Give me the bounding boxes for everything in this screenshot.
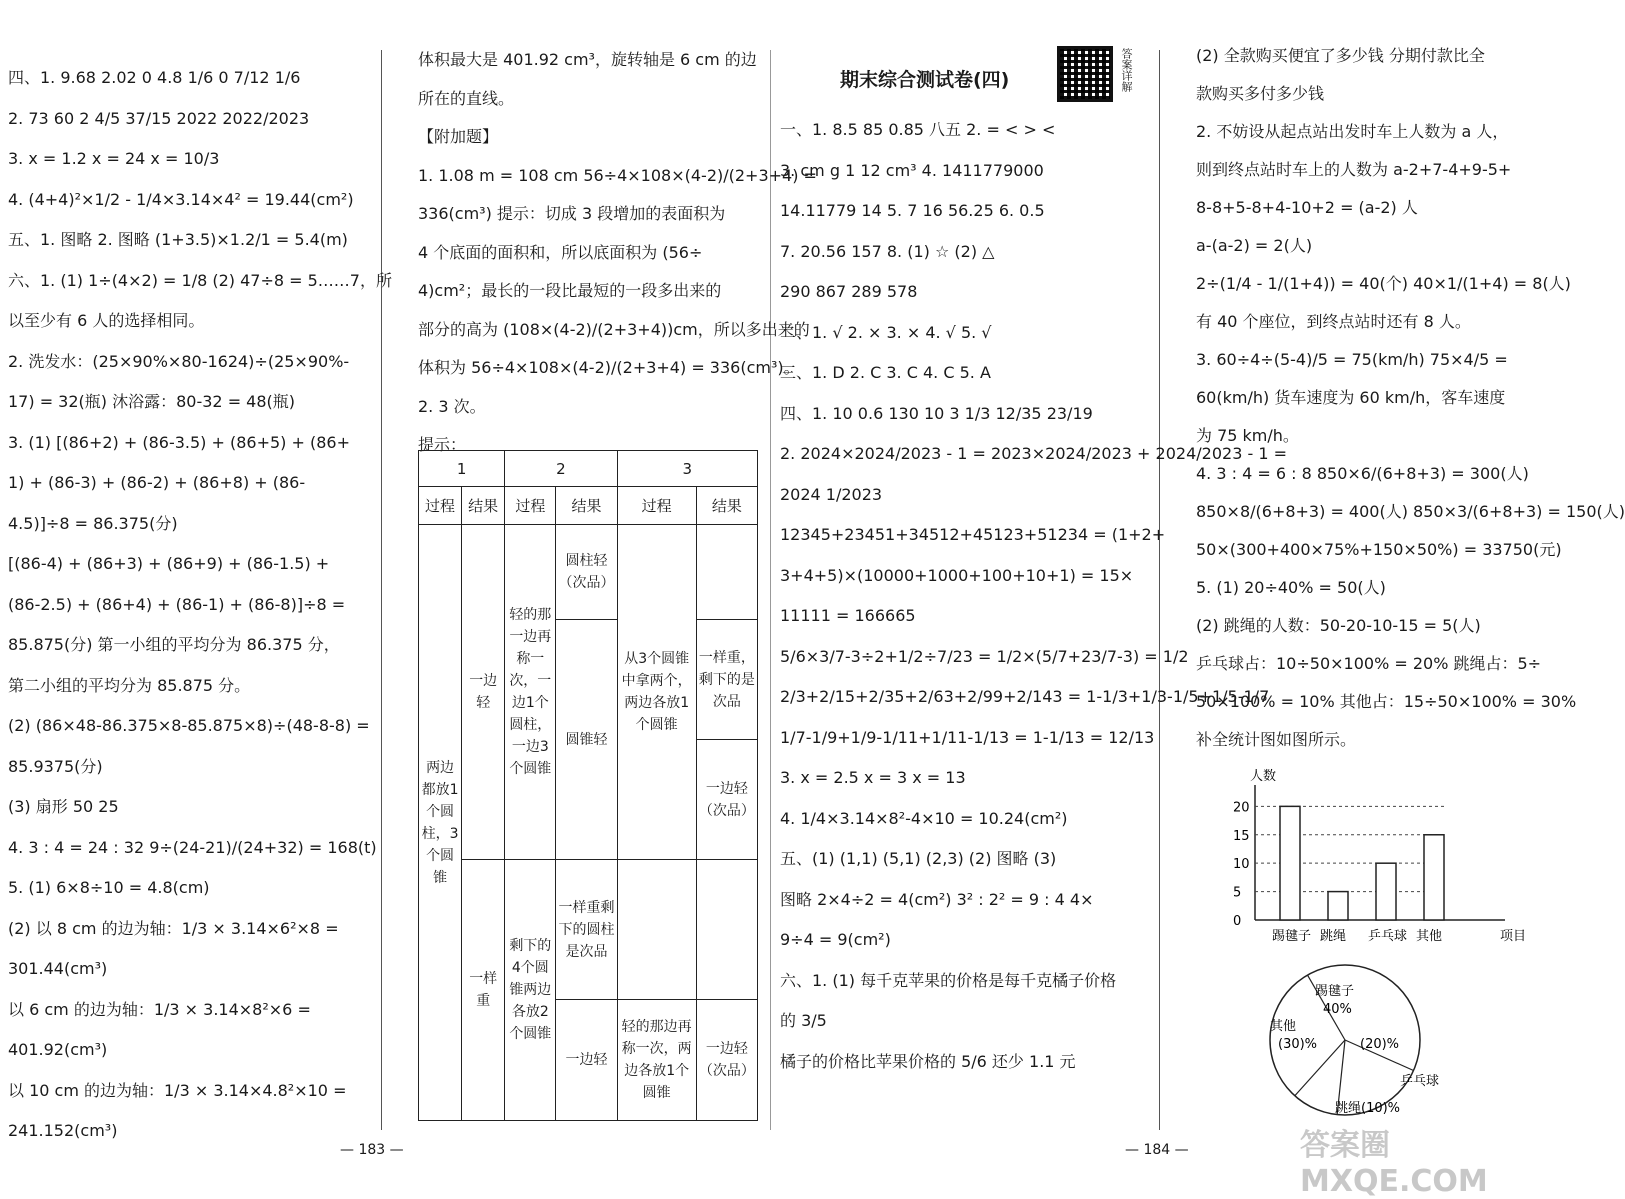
- table-subhead: 过程: [419, 487, 462, 525]
- answer-line: 体积为 56÷4×108×(4-2)/(2+3+4) = 336(cm³)。: [418, 358, 800, 377]
- answer-line: 第二小组的平均分为 85.875 分。: [8, 675, 251, 695]
- x-axis-label: 项目: [1500, 929, 1527, 944]
- table-cell: 圆柱轻（次品）: [558, 553, 615, 591]
- answer-line: 三、1. D 2. C 3. C 4. C 5. A: [780, 363, 991, 382]
- answer-line: (2) 以 8 cm 的边为轴：1/3 × 3.14×6²×8 =: [8, 918, 339, 938]
- bar: [1376, 863, 1396, 920]
- table-cell: 从3个圆锥中拿两个，两边各放1个圆锥: [621, 651, 692, 733]
- answer-line: 14.11779 14 5. 7 16 56.25 6. 0.5: [780, 201, 1045, 220]
- answer-line: 款购买多付多少钱: [1196, 84, 1325, 103]
- answer-line: 85.9375(分): [8, 756, 103, 776]
- table-head-2: 2: [505, 451, 617, 487]
- answer-line: (2) 跳绳的人数：50-20-10-15 = 5(人): [1196, 616, 1481, 635]
- answer-line: 60(km/h) 货车速度为 60 km/h，客车速度: [1196, 388, 1506, 407]
- answer-line: 4. 3 : 4 = 24 : 32 9÷(24-21)/(24+32) = 168(t): [8, 837, 377, 857]
- answer-line: 【附加题】: [418, 127, 499, 146]
- answer-line: 4.5)]÷8 = 86.375(分): [8, 513, 178, 533]
- qr-code[interactable]: [1057, 46, 1113, 102]
- table-cell: 一边轻（次品）: [698, 780, 755, 819]
- answer-line: 17) = 32(瓶) 沐浴露：80-32 = 48(瓶): [8, 392, 296, 411]
- answer-line: 12345+23451+34512+45123+51234 = (1+2+: [780, 525, 1166, 544]
- answer-line: 5. (1) 6×8÷10 = 4.8(cm): [8, 878, 210, 897]
- x-tick-label: 其他: [1416, 929, 1443, 944]
- answer-line: 85.875(分) 第一小组的平均分为 86.375 分，: [8, 635, 340, 654]
- answer-line: 3+4+5)×(10000+1000+100+10+1) = 15×: [780, 565, 1134, 585]
- answer-line: 5. (1) 20÷40% = 50(人): [1196, 578, 1386, 597]
- answer-line: 3. (1) [(86+2) + (86-3.5) + (86+5) + (86+: [8, 432, 351, 452]
- answer-line: 401.92(cm³): [8, 1040, 108, 1059]
- table-cell: 一边轻: [565, 1052, 608, 1068]
- answer-line: 六、1. (1) 1÷(4×2) = 1/8 (2) 47÷8 = 5……7，所: [8, 270, 392, 290]
- x-tick-label: 乒乓球: [1368, 929, 1408, 944]
- table-cell: 轻的那边再称一次，两边各放1个圆锥: [621, 1019, 692, 1101]
- answer-line: 乒乓球占：10÷50×100% = 20% 跳绳占：5÷: [1196, 654, 1542, 673]
- page-number-right: — 184 —: [1125, 1142, 1189, 1158]
- answer-line: 9÷4 = 9(cm²): [780, 930, 891, 949]
- answer-line: 以至少有 6 人的选择相同。: [8, 311, 205, 330]
- table-head-3: 3: [617, 451, 757, 487]
- answer-line: 一、1. 8.5 85 0.85 八五 2. = < > <: [780, 120, 1056, 139]
- answer-line: 850×8/(6+8+3) = 400(人) 850×3/(6+8+3) = 150(人): [1196, 502, 1625, 521]
- answer-line: 4. (4+4)²×1/2 - 1/4×3.14×4² = 19.44(cm²): [8, 189, 354, 209]
- pie-label: (20)%: [1360, 1037, 1400, 1052]
- pie-label: (30)%: [1278, 1037, 1318, 1052]
- table-subhead: 结果: [696, 487, 757, 525]
- y-tick-label: 20: [1233, 800, 1250, 816]
- answer-line: 50×(300+400×75%+150×50%) = 33750(元): [1196, 540, 1562, 559]
- answer-line: (2) 全款购买便宜了多少钱 分期付款比全: [1196, 46, 1485, 65]
- answer-line: 以 10 cm 的边为轴：1/3 × 3.14×4.8²×10 =: [8, 1080, 347, 1100]
- answer-line: 1/7-1/9+1/9-1/11+1/11-1/13 = 1-1/13 = 12/13: [780, 727, 1155, 747]
- pie-label: 其他: [1270, 1019, 1297, 1034]
- answer-line: 3. 60÷4÷(5-4)/5 = 75(km/h) 75×4/5 =: [1196, 350, 1508, 369]
- table-subhead: 结果: [462, 487, 505, 525]
- answer-line: 的 3/5: [780, 1011, 827, 1030]
- table-cell: 圆锥轻: [565, 731, 608, 748]
- answer-line: 五、(1) (1,1) (5,1) (2,3) (2) 图略 (3): [780, 849, 1057, 868]
- answer-line: (2) (86×48-86.375×8-85.875×8)÷(48-8-8) =: [8, 716, 370, 735]
- weighing-table: [418, 450, 758, 1121]
- page-number-left: — 183 —: [340, 1142, 404, 1158]
- answer-line: 则到终点站时车上的人数为 a-2+7-4+9-5+: [1196, 160, 1512, 179]
- bar-chart: [1200, 769, 1527, 950]
- pie-label: 跳绳(10)%: [1335, 1101, 1401, 1116]
- answer-line: 2. 2024×2024/2023 - 1 = 2023×2024/2023 + 2024/2023 - 1 =: [780, 444, 1287, 463]
- table-cell: 一样重剩下的圆柱是次品: [558, 899, 615, 960]
- answer-line: [(86-4) + (86+3) + (86+9) + (86-1.5) +: [8, 554, 330, 573]
- answer-line: 补全统计图如图所示。: [1196, 730, 1357, 749]
- answer-line: 2. 不妨设从起点站出发时车上人数为 a 人，: [1196, 122, 1509, 141]
- column-divider-right: [1159, 50, 1160, 1130]
- answer-line: 六、1. (1) 每千克苹果的价格是每千克橘子价格: [780, 970, 1117, 990]
- table-cell: 一边轻（次品）: [698, 1041, 755, 1079]
- answer-line: 二、1. √ 2. × 3. × 4. √ 5. √: [780, 322, 992, 342]
- answer-line: a-(a-2) = 2(人): [1196, 236, 1313, 255]
- answer-line: 部分的高为 (108×(4-2)/(2+3+4))cm，所以多出来的: [418, 319, 810, 339]
- answer-line: 301.44(cm³): [8, 959, 108, 978]
- answer-line: 2. 3 次。: [418, 396, 486, 416]
- answer-line: 7. 20.56 157 8. (1) ☆ (2) △: [780, 241, 995, 261]
- table-cell: 剩下的4个圆锥两边各放2个圆锥: [509, 938, 552, 1042]
- answer-line: 以 6 cm 的边为轴：1/3 × 3.14×8²×6 =: [8, 999, 311, 1019]
- answer-line: 为 75 km/h。: [1196, 426, 1299, 445]
- column-divider-center: [770, 50, 771, 1130]
- table-cell: 轻的那一边再称一次，一边1个圆柱，一边3个圆锥: [509, 607, 552, 777]
- answer-line: (86-2.5) + (86+4) + (86-1) + (86-8)]÷8 =: [8, 594, 346, 614]
- answer-line: 1) + (86-3) + (86-2) + (86+8) + (86-: [8, 473, 306, 492]
- answer-line: 所在的直线。: [418, 88, 515, 108]
- table-cell: 两边都放1个圆柱，3个圆锥: [421, 759, 459, 886]
- pie-label: 40%: [1323, 1002, 1352, 1017]
- answer-line: 四、1. 9.68 2.02 0 4.8 1/6 0 7/12 1/6: [8, 68, 301, 87]
- x-tick-label: 跳绳: [1320, 929, 1347, 944]
- page-title: 期末综合测试卷(四): [840, 69, 1010, 91]
- table-subhead: 结果: [556, 487, 617, 525]
- answer-line: 4 个底面的面积和，所以底面积为 (56÷: [418, 242, 703, 262]
- answer-line: 3. x = 1.2 x = 24 x = 10/3: [8, 149, 220, 168]
- pie-chart: [1260, 960, 1470, 1125]
- table-cell: 一样重，剩下的是次品: [698, 649, 755, 710]
- answer-line: 4. 3 : 4 = 6 : 8 850×6/(6+8+3) = 300(人): [1196, 464, 1529, 483]
- bar: [1328, 892, 1348, 920]
- answer-line: 4)cm²；最长的一段比最短的一段多出来的: [418, 281, 722, 300]
- y-tick-label: 5: [1233, 885, 1242, 901]
- y-axis-label: 人数: [1250, 769, 1277, 784]
- bar: [1280, 806, 1300, 920]
- column-divider-left: [381, 50, 382, 1130]
- answer-line: 336(cm³) 提示：切成 3 段增加的表面积为: [418, 204, 726, 223]
- answer-line: 5/6×3/7-3÷2+1/2÷7/23 = 1/2×(5/7+23/7-3) = 1/2: [780, 646, 1189, 666]
- answer-line: 290 867 289 578: [780, 282, 918, 301]
- table-head-1: 1: [419, 451, 505, 487]
- answer-line: 1. 1.08 m = 108 cm 56÷4×108×(4-2)/(2+3+4) =: [418, 165, 817, 185]
- watermark: 答案圈 MXQE.COM: [1300, 1128, 1488, 1199]
- answer-line: 8-8+5-8+4-10+2 = (a-2) 人: [1196, 198, 1418, 217]
- answer-line: 2024 1/2023: [780, 484, 883, 504]
- answer-line: 3. x = 2.5 x = 3 x = 13: [780, 768, 966, 787]
- table-cell: 一边轻: [469, 673, 498, 711]
- y-tick-label: 10: [1233, 857, 1250, 873]
- x-tick-label: 踢毽子: [1272, 929, 1312, 944]
- answer-line: 50×100% = 10% 其他占：15÷50×100% = 30%: [1196, 692, 1577, 711]
- table-subhead: 过程: [505, 487, 556, 525]
- y-tick-label: 0: [1233, 914, 1242, 929]
- answer-line: 241.152(cm³): [8, 1121, 118, 1140]
- answer-line: 3. cm g 1 12 cm³ 4. 1411779000: [780, 160, 1044, 180]
- answer-line: 五、1. 图略 2. 图略 (1+3.5)×1.2/1 = 5.4(m): [8, 230, 348, 249]
- answer-line: (3) 扇形 50 25: [8, 797, 119, 816]
- y-tick-label: 15: [1233, 828, 1250, 844]
- answer-line: 2. 洗发水：(25×90%×80-1624)÷(25×90%-: [8, 351, 350, 371]
- answer-line: 11111 = 166665: [780, 606, 916, 625]
- bar: [1424, 835, 1444, 920]
- answer-line: 橘子的价格比苹果价格的 5/6 还少 1.1 元: [780, 1051, 1076, 1071]
- answer-line: 体积最大是 401.92 cm³，旋转轴是 6 cm 的边: [418, 50, 757, 69]
- answer-line: 2/3+2/15+2/35+2/63+2/99+2/143 = 1-1/3+1/3-1/5+1/5-1/7: [780, 687, 1270, 706]
- pie-label: 乒乓球: [1400, 1074, 1440, 1089]
- table-cell: 一样重: [469, 971, 498, 1009]
- answer-line: 2. 73 60 2 4/5 37/15 2022 2022/2023: [8, 108, 310, 128]
- answer-line: 有 40 个座位，到终点站时还有 8 人。: [1196, 312, 1471, 331]
- pie-label: 踢毽子: [1315, 984, 1355, 999]
- answer-line: 4. 1/4×3.14×8²-4×10 = 10.24(cm²): [780, 808, 1068, 828]
- qr-tag: 答案详解: [1120, 48, 1133, 92]
- answer-line: 图略 2×4÷2 = 4(cm²) 3² : 2² = 9 : 4 4×: [780, 889, 1094, 909]
- answer-line: 提示：: [418, 435, 467, 454]
- answer-line: 2÷(1/4 - 1/(1+4)) = 40(个) 40×1/(1+4) = 8(人): [1196, 274, 1571, 293]
- table-subhead: 过程: [617, 487, 696, 525]
- answer-line: 四、1. 10 0.6 130 10 3 1/3 12/35 23/19: [780, 403, 1093, 423]
